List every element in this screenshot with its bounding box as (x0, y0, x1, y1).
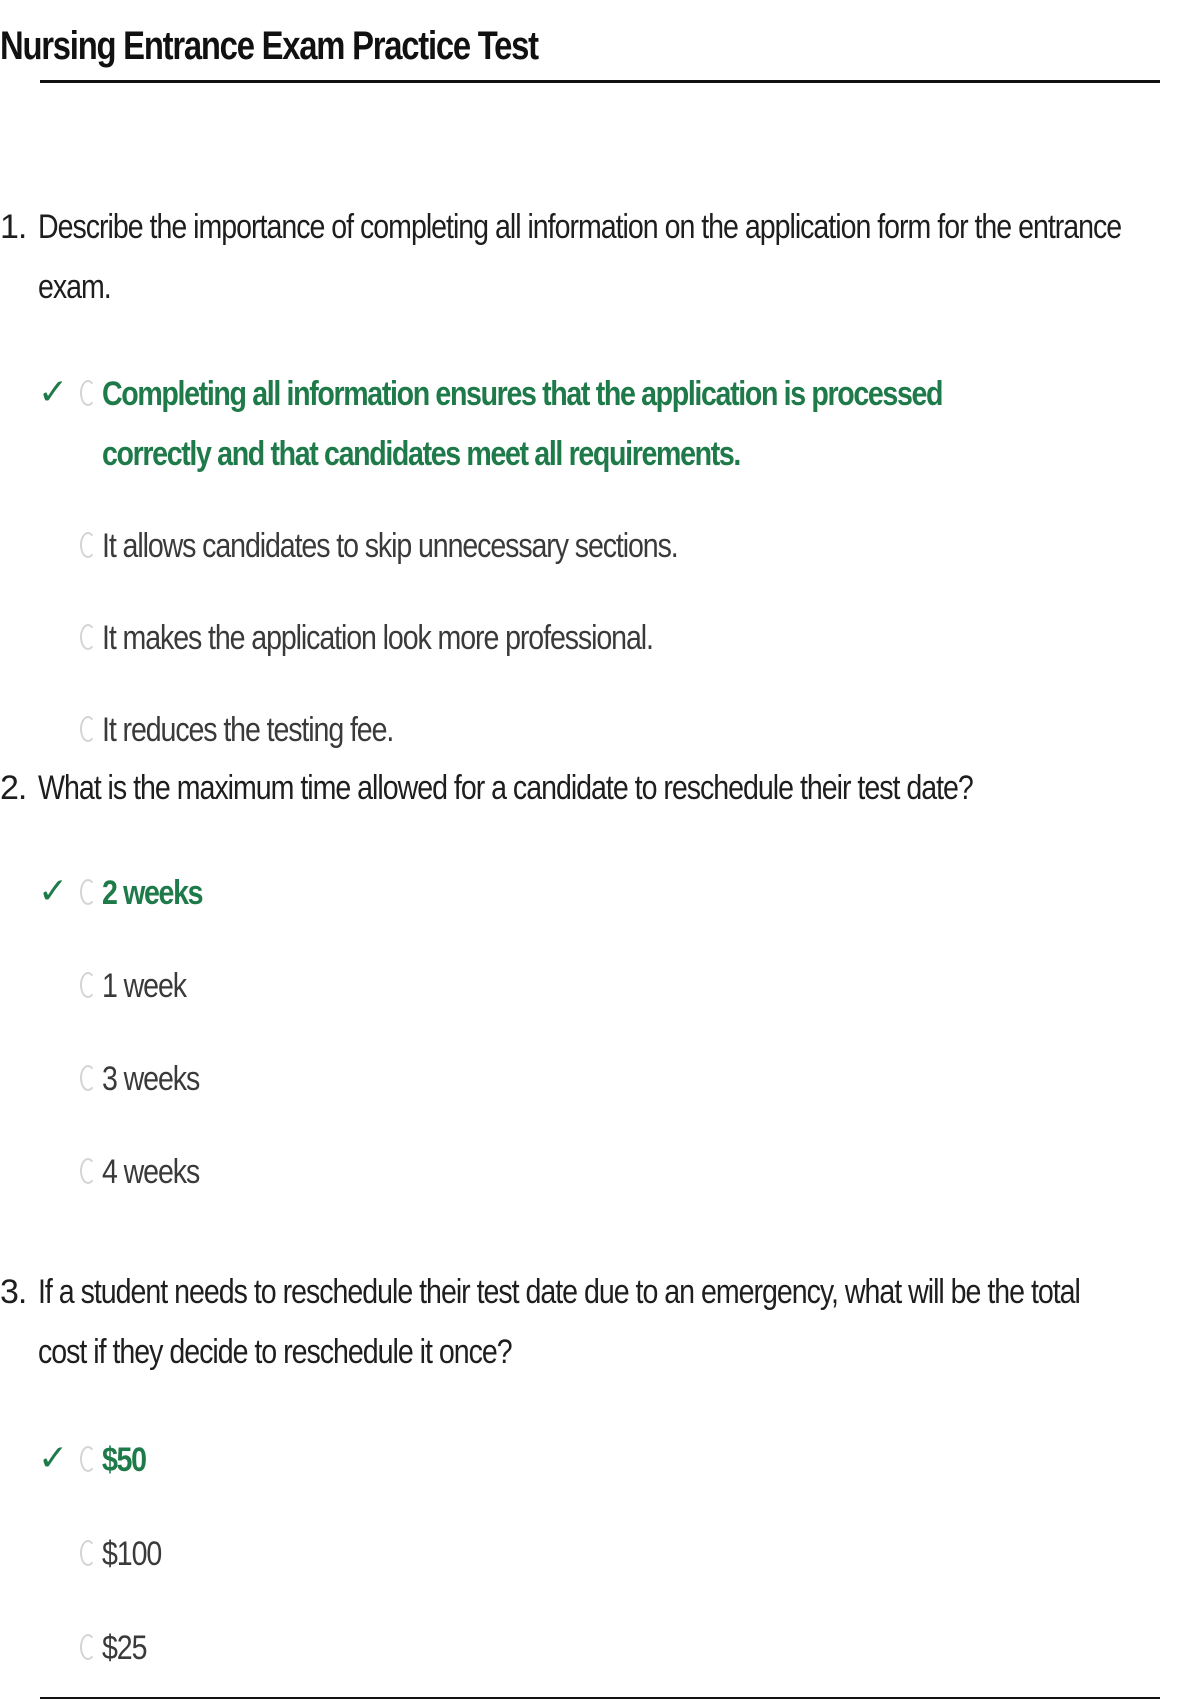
question-stem (0, 197, 1200, 317)
radio-icon[interactable] (80, 380, 96, 406)
page-bottom-divider (40, 1697, 1160, 1699)
option-label: It makes the application look more professional. (102, 619, 653, 657)
option-label: It allows candidates to skip unnecessary sections. (102, 527, 678, 565)
option-label: 1 week (102, 967, 186, 1005)
answer-options (0, 863, 1200, 1202)
radio-icon[interactable] (80, 716, 96, 742)
answer-option-correct[interactable] (0, 863, 1200, 923)
option-label: $25 (102, 1629, 147, 1667)
question-number: 1. (0, 208, 27, 246)
answer-options (0, 364, 1200, 760)
option-label: 4 weeks (102, 1153, 200, 1191)
option-label: $100 (102, 1535, 162, 1573)
answer-option[interactable] (0, 1049, 1200, 1109)
option-label: 2 weeks (102, 874, 203, 912)
question-text: What is the maximum time allowed for a candidate to reschedule their test date? (38, 769, 973, 807)
answer-option[interactable] (0, 1524, 1200, 1584)
title-divider (40, 80, 1160, 83)
answer-option[interactable] (0, 608, 1200, 668)
radio-icon[interactable] (80, 879, 96, 905)
question-stem (0, 758, 1200, 818)
question-2 (0, 758, 1200, 1202)
checkmark-icon: ✓ (38, 1437, 69, 1478)
checkmark-icon: ✓ (38, 371, 69, 412)
answer-option[interactable] (0, 1142, 1200, 1202)
radio-icon[interactable] (80, 624, 96, 650)
answer-options (0, 1430, 1200, 1678)
radio-icon[interactable] (80, 1158, 96, 1184)
option-label: $50 (102, 1441, 146, 1479)
answer-option-correct[interactable] (0, 1430, 1200, 1490)
option-label: It reduces the testing fee. (102, 711, 394, 749)
question-stem (0, 1262, 1200, 1382)
question-3 (0, 1262, 1200, 1678)
radio-icon[interactable] (80, 532, 96, 558)
answer-option[interactable] (0, 1618, 1200, 1678)
checkmark-icon: ✓ (38, 870, 69, 911)
question-text: Describe the importance of completing all information on the application form for the entrance exam. (38, 208, 1122, 306)
answer-option[interactable] (0, 700, 1200, 760)
answer-option-correct[interactable] (0, 364, 1200, 484)
radio-icon[interactable] (80, 1446, 96, 1472)
option-label: 3 weeks (102, 1060, 200, 1098)
question-number: 3. (0, 1273, 27, 1311)
page-title: Nursing Entrance Exam Practice Test (0, 24, 538, 68)
question-text: If a student needs to reschedule their test date due to an emergency, what will be the total cost if they decide to reschedule it once? (38, 1273, 1080, 1371)
radio-icon[interactable] (80, 1634, 96, 1660)
option-label: Completing all information ensures that the application is processed correctly and that candidates meet all requirements. (102, 375, 943, 473)
question-1 (0, 197, 1200, 760)
radio-icon[interactable] (80, 1540, 96, 1566)
answer-option[interactable] (0, 956, 1200, 1016)
question-number: 2. (0, 769, 27, 807)
radio-icon[interactable] (80, 972, 96, 998)
answer-option[interactable] (0, 516, 1200, 576)
radio-icon[interactable] (80, 1065, 96, 1091)
